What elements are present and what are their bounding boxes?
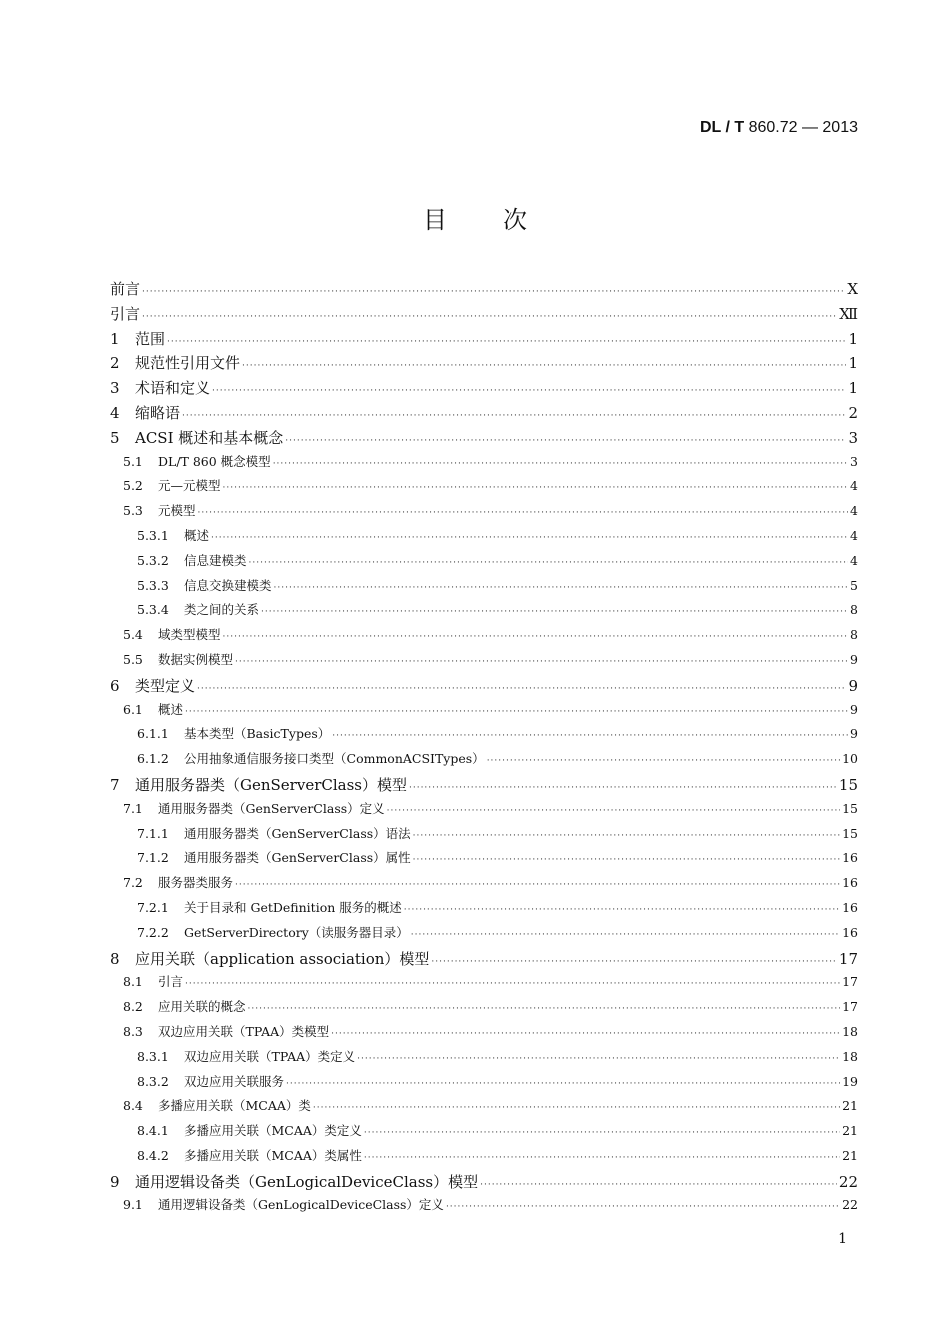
toc-entry[interactable]: [110, 526, 858, 551]
toc-leader-dots: [261, 607, 848, 617]
toc-entry[interactable]: [110, 923, 858, 948]
toc-entry[interactable]: [110, 898, 858, 923]
toc-entry[interactable]: [110, 1171, 858, 1196]
toc-entry-number: 7.2: [123, 875, 143, 891]
toc-leader-dots: [182, 411, 846, 421]
toc-entry[interactable]: [110, 675, 858, 700]
toc-entry-number: 6: [110, 676, 120, 695]
toc-entry-label: 类之间的关系: [184, 602, 260, 618]
toc-entry[interactable]: [110, 377, 858, 402]
toc-entry-page: 16: [842, 924, 858, 940]
toc-entry-page: 21: [842, 1123, 858, 1139]
toc-entry-label: 概述: [158, 701, 184, 717]
toc-leader-dots: [364, 1128, 840, 1138]
toc-entry-number: 5.1: [123, 453, 143, 469]
toc-entry-page: 21: [842, 1147, 858, 1163]
toc-entry[interactable]: [110, 427, 858, 452]
toc-title: 目次: [423, 206, 583, 234]
toc-entry-number: 5.3: [123, 503, 143, 519]
toc-entry-number: 5: [110, 428, 120, 447]
toc-entry-number: 7: [110, 775, 120, 794]
toc-leader-dots: [167, 337, 846, 347]
toc-entry-page: 17: [838, 949, 858, 968]
toc-entry[interactable]: [110, 452, 858, 477]
toc-entry[interactable]: [110, 749, 858, 774]
toc-entry-page: 8: [850, 602, 858, 618]
toc-entry-number: 8.4.1: [137, 1123, 169, 1139]
toc-entry-label: 规范性引用文件: [135, 354, 241, 373]
toc-entry-page: 1: [848, 354, 858, 373]
toc-entry[interactable]: [110, 303, 858, 328]
document-code-suffix: 860.72 — 2013: [748, 119, 858, 136]
toc-entry-page: 9: [850, 726, 858, 742]
toc-leader-dots: [211, 533, 848, 543]
toc-entry[interactable]: [110, 1096, 858, 1121]
toc-entry-label: 术语和定义: [135, 379, 211, 398]
toc-entry[interactable]: [110, 1072, 858, 1097]
toc-entry-page: 15: [842, 825, 858, 841]
toc-entry[interactable]: [110, 650, 858, 675]
toc-entry-page: 5: [850, 577, 858, 593]
toc-entry-label: 多播应用关联（MCAA）类定义: [184, 1123, 362, 1139]
toc-entry-label: 通用服务器类（GenServerClass）定义: [158, 800, 385, 816]
toc-leader-dots: [197, 684, 846, 694]
toc-entry-number: 8.3: [123, 1023, 143, 1039]
toc-entry-label: 域类型模型: [158, 627, 221, 643]
toc-entry[interactable]: [110, 1195, 858, 1220]
toc-leader-dots: [357, 1054, 840, 1064]
toc-entry-page: 15: [838, 775, 858, 794]
toc-entry[interactable]: [110, 402, 858, 427]
toc-entry-label: 双边应用关联（TPAA）类模型: [158, 1023, 330, 1039]
toc-entry[interactable]: [110, 873, 858, 898]
toc-leader-dots: [142, 287, 845, 297]
toc-entry-number: 7.1.2: [137, 850, 169, 866]
toc-entry-page: 16: [842, 850, 858, 866]
toc-leader-dots: [331, 1029, 840, 1039]
toc-entry-page: 22: [842, 1197, 858, 1213]
toc-entry[interactable]: [110, 625, 858, 650]
toc-entry-label: 缩略语: [135, 403, 181, 422]
document-code: [700, 119, 858, 137]
toc-entry[interactable]: [110, 600, 858, 625]
toc-entry-label: GetServerDirectory（读服务器目录）: [184, 924, 409, 940]
toc-entry-page: 22: [838, 1172, 858, 1191]
toc-entry-page: 10: [842, 751, 858, 767]
toc-leader-dots: [223, 483, 849, 493]
toc-entry[interactable]: [110, 848, 858, 873]
toc-entry-page: 18: [842, 1048, 858, 1064]
toc-entry-label: 双边应用关联服务: [184, 1073, 285, 1089]
page-number: 1: [838, 1231, 847, 1247]
toc-entry-number: 6.1.2: [137, 751, 169, 767]
toc-entry-label: 应用关联（application association）模型: [135, 949, 430, 968]
toc-entry-number: 8.2: [123, 999, 143, 1015]
toc-entry[interactable]: [110, 576, 858, 601]
toc-leader-dots: [413, 831, 840, 841]
toc-entry[interactable]: [110, 774, 858, 799]
toc-entry-page: 19: [842, 1073, 858, 1089]
toc-leader-dots: [142, 312, 837, 322]
toc-entry[interactable]: [110, 1047, 858, 1072]
toc-entry-label: ACSI 概述和基本概念: [135, 428, 284, 447]
toc-entry-label: 多播应用关联（MCAA）类: [158, 1098, 311, 1114]
toc-entry-label: DL/T 860 概念模型: [158, 453, 271, 469]
toc-entry-number: 8.1: [123, 974, 143, 990]
toc-entry[interactable]: [110, 476, 858, 501]
toc-entry-number: 5.3.2: [137, 552, 169, 568]
toc-leader-dots: [487, 756, 840, 766]
toc-entry[interactable]: [110, 551, 858, 576]
toc-entry-number: 5.4: [123, 627, 143, 643]
toc-entry[interactable]: [110, 1022, 858, 1047]
toc-entry-number: 5.3.3: [137, 577, 169, 593]
toc-entry-page: 9: [850, 651, 858, 667]
toc-leader-dots: [446, 1202, 840, 1212]
toc-leader-dots: [285, 436, 846, 446]
toc-entry-number: 5.3.1: [137, 527, 169, 543]
toc-entry-label: 通用服务器类（GenServerClass）属性: [184, 850, 411, 866]
toc-entry-label: 基本类型（BasicTypes）: [184, 726, 331, 742]
toc-entry-page: Ⅻ: [839, 304, 858, 323]
toc-entry-label: 服务器类服务: [158, 875, 234, 891]
toc-entry[interactable]: [110, 700, 858, 725]
toc-entry-number: 5.3.4: [137, 602, 169, 618]
toc-entry-number: 8: [110, 949, 120, 968]
toc-entry-number: 7.1.1: [137, 825, 169, 841]
table-of-contents: [110, 278, 858, 1220]
toc-entry-number: 8.4.2: [137, 1147, 169, 1163]
toc-entry-number: 7.1: [123, 800, 143, 816]
toc-entry-page: 3: [848, 428, 858, 447]
toc-leader-dots: [198, 508, 849, 518]
toc-entry-label: 公用抽象通信服务接口类型（CommonACSITypes）: [184, 751, 485, 767]
toc-entry-page: 4: [850, 527, 858, 543]
toc-entry-page: 17: [842, 999, 858, 1015]
toc-leader-dots: [223, 632, 849, 642]
toc-entry[interactable]: [110, 1121, 858, 1146]
toc-entry-label: 应用关联的概念: [158, 999, 246, 1015]
toc-entry-page: 16: [842, 899, 858, 915]
toc-entry[interactable]: [110, 352, 858, 377]
toc-entry[interactable]: [110, 1146, 858, 1171]
toc-entry-label: 范围: [135, 329, 166, 348]
toc-leader-dots: [235, 880, 840, 890]
toc-entry-page: 1: [848, 329, 858, 348]
toc-entry-label: 通用逻辑设备类（GenLogicalDeviceClass）模型: [135, 1172, 479, 1191]
toc-entry-label: 多播应用关联（MCAA）类属性: [184, 1147, 362, 1163]
toc-entry-number: 6.1: [123, 701, 143, 717]
toc-entry[interactable]: [110, 501, 858, 526]
toc-leader-dots: [185, 707, 848, 717]
toc-leader-dots: [249, 558, 849, 568]
toc-entry-page: 18: [842, 1023, 858, 1039]
toc-entry[interactable]: [110, 948, 858, 973]
toc-entry-label: 通用服务器类（GenServerClass）语法: [184, 825, 411, 841]
toc-leader-dots: [313, 1103, 840, 1113]
toc-entry-page: 3: [850, 453, 858, 469]
toc-entry-page: Ⅹ: [847, 280, 858, 298]
toc-entry[interactable]: [110, 328, 858, 353]
toc-entry-label: 双边应用关联（TPAA）类定义: [184, 1048, 356, 1064]
toc-entry-number: 7.2.2: [137, 924, 169, 940]
toc-leader-dots: [332, 731, 848, 741]
toc-entry-label: 前言: [110, 280, 141, 298]
document-code-prefix: DL / T: [699, 119, 745, 136]
toc-leader-dots: [185, 979, 840, 989]
toc-entry-number: 8.3.1: [137, 1048, 169, 1064]
toc-entry-page: 16: [842, 875, 858, 891]
toc-leader-dots: [235, 657, 848, 667]
toc-entry-page: 21: [842, 1098, 858, 1114]
toc-entry-number: 6.1.1: [137, 726, 169, 742]
toc-entry-label: 通用服务器类（GenServerClass）模型: [135, 775, 407, 794]
toc-leader-dots: [413, 855, 840, 865]
toc-leader-dots: [387, 806, 840, 816]
toc-leader-dots: [242, 361, 846, 371]
toc-leader-dots: [364, 1153, 840, 1163]
toc-entry-label: 概述: [184, 527, 210, 543]
toc-leader-dots: [248, 1004, 841, 1014]
toc-entry-page: 2: [848, 403, 858, 422]
toc-leader-dots: [409, 783, 837, 793]
toc-leader-dots: [404, 905, 840, 915]
toc-leader-dots: [480, 1180, 837, 1190]
toc-entry-page: 9: [848, 676, 858, 695]
toc-entry[interactable]: [110, 278, 858, 303]
toc-entry-page: 17: [842, 974, 858, 990]
toc-entry-number: 8.4: [123, 1098, 143, 1114]
toc-entry[interactable]: [110, 997, 858, 1022]
toc-entry-number: 9.1: [123, 1197, 143, 1213]
toc-entry-label: 数据实例模型: [158, 651, 234, 667]
toc-entry-number: 5.2: [123, 478, 143, 494]
toc-entry-page: 4: [850, 552, 858, 568]
toc-entry-page: 15: [842, 800, 858, 816]
toc-entry-label: 信息交换建模类: [184, 577, 272, 593]
toc-entry-label: 信息建模类: [184, 552, 247, 568]
toc-entry-number: 9: [110, 1172, 120, 1191]
toc-entry-number: 8.3.2: [137, 1073, 169, 1089]
toc-entry-label: 引言: [158, 974, 184, 990]
toc-leader-dots: [431, 957, 837, 967]
toc-entry-page: 4: [850, 503, 858, 519]
toc-leader-dots: [286, 1079, 840, 1089]
toc-entry-number: 7.2.1: [137, 899, 169, 915]
toc-entry-label: 关于目录和 GetDefinition 服务的概述: [184, 899, 402, 915]
toc-entry-page: 9: [850, 701, 858, 717]
toc-entry-page: 8: [850, 627, 858, 643]
toc-entry-page: 4: [850, 478, 858, 494]
toc-leader-dots: [411, 930, 840, 940]
toc-entry-number: 5.5: [123, 651, 143, 667]
toc-entry-label: 元模型: [158, 503, 196, 519]
toc-entry-number: 4: [110, 403, 120, 422]
toc-entry[interactable]: [110, 824, 858, 849]
toc-entry[interactable]: [110, 724, 858, 749]
toc-entry-number: 2: [110, 354, 120, 373]
toc-entry-number: 1: [110, 329, 120, 348]
toc-leader-dots: [273, 459, 848, 469]
toc-entry-number: 3: [110, 379, 120, 398]
toc-leader-dots: [274, 583, 849, 593]
toc-entry-label: 元—元模型: [158, 478, 221, 494]
toc-entry-label: 通用逻辑设备类（GenLogicalDeviceClass）定义: [158, 1197, 444, 1213]
toc-entry-label: 类型定义: [135, 676, 196, 695]
toc-entry[interactable]: [110, 972, 858, 997]
toc-entry-label: 引言: [110, 304, 141, 323]
toc-entry[interactable]: [110, 799, 858, 824]
toc-leader-dots: [212, 386, 846, 396]
toc-entry-page: 1: [848, 379, 858, 398]
